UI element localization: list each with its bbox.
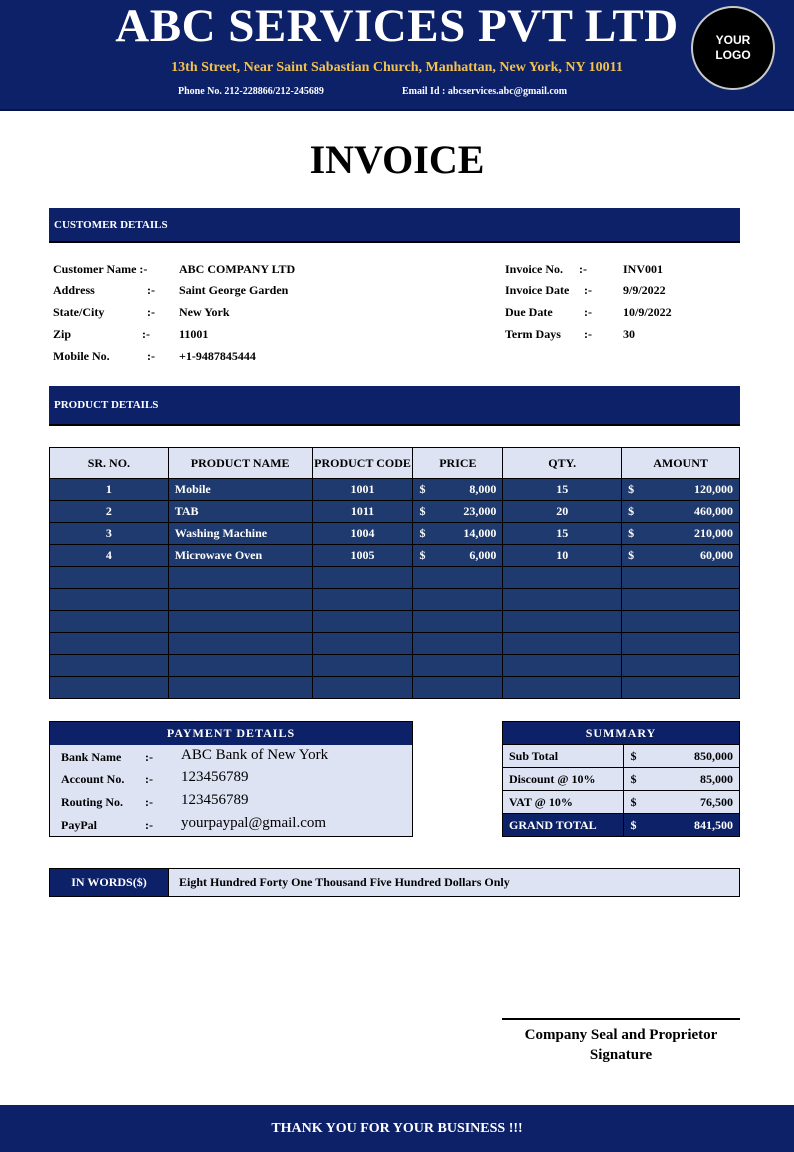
product-table	[49, 447, 740, 699]
cell-product-code: 1005	[312, 545, 413, 567]
empty-table-row	[50, 677, 740, 699]
logo-text-line1: YOUR	[715, 33, 751, 47]
cell-sr-no: 4	[50, 545, 169, 567]
empty-table-row	[50, 633, 740, 655]
grand-total-cell	[624, 814, 740, 837]
cell-product-code: 1004	[312, 523, 413, 545]
discount-value: 85,000	[700, 771, 733, 786]
column-header-product-name: PRODUCT NAME	[168, 448, 312, 479]
cell-qty: 15	[503, 523, 622, 545]
discount-cell	[624, 768, 740, 791]
separator: :-	[145, 750, 153, 764]
sub-total-cell	[624, 745, 740, 768]
summary-row-vat	[503, 791, 740, 814]
empty-table-row	[50, 611, 740, 633]
due-date-value: 10/9/2022	[623, 305, 672, 319]
currency-symbol: $	[628, 482, 635, 496]
logo-text-line2: LOGO	[715, 48, 751, 62]
routing-no-value: 123456789	[181, 792, 249, 808]
customer-address-value: Saint George Garden	[179, 283, 289, 297]
payment-details-header: PAYMENT DETAILS	[50, 722, 412, 745]
term-days-value: 30	[623, 327, 635, 341]
bank-name-value: ABC Bank of New York	[181, 747, 329, 763]
product-table-header-row	[50, 448, 740, 479]
cell-product-name: Microwave Oven	[168, 545, 312, 567]
summary-header: SUMMARY	[503, 722, 740, 745]
currency-symbol: $	[628, 548, 635, 562]
cell-price	[413, 479, 503, 501]
currency-symbol: $	[630, 748, 637, 763]
currency-symbol: $	[628, 504, 635, 518]
separator: :-	[584, 305, 592, 319]
invoice-date-value: 9/9/2022	[623, 283, 666, 297]
separator: :-	[147, 283, 155, 297]
separator: :-	[147, 305, 155, 319]
customer-zip-value: 11001	[179, 327, 209, 341]
cell-price	[413, 501, 503, 523]
cell-price	[413, 523, 503, 545]
invoice-no-label: Invoice No.	[505, 262, 563, 276]
cell-sr-no: 2	[50, 501, 169, 523]
in-words-value: Eight Hundred Forty One Thousand Five Hundred Dollars Only	[169, 869, 739, 896]
currency-symbol: $	[630, 817, 637, 832]
table-row	[50, 501, 740, 523]
empty-table-row	[50, 589, 740, 611]
column-header-product-code: PRODUCT CODE	[312, 448, 413, 479]
customer-zip-label: Zip	[53, 327, 72, 341]
company-phone: Phone No. 212-228866/212-245689	[178, 86, 324, 97]
currency-symbol: $	[419, 482, 426, 496]
cell-qty: 10	[503, 545, 622, 567]
vat-cell	[624, 791, 740, 814]
separator: :-	[145, 772, 153, 786]
customer-name-label: Customer Name :-	[53, 262, 148, 276]
summary-row-grand-total	[503, 814, 740, 837]
price-value: 23,000	[463, 504, 497, 518]
amount-value: 60,000	[700, 548, 733, 562]
column-header-qty: QTY.	[503, 448, 622, 479]
currency-symbol: $	[630, 771, 637, 786]
price-value: 8,000	[469, 482, 497, 496]
grand-total-value: 841,500	[694, 817, 733, 832]
cell-product-name: Washing Machine	[168, 523, 312, 545]
amount-value: 210,000	[694, 526, 733, 540]
company-email: Email Id : abcservices.abc@gmail.com	[402, 86, 568, 97]
separator: :-	[584, 283, 592, 297]
column-header-price: PRICE	[413, 448, 503, 479]
empty-table-row	[50, 655, 740, 677]
company-header	[0, 0, 794, 111]
sub-total-value: 850,000	[694, 748, 733, 763]
cell-price	[413, 545, 503, 567]
sub-total-label: Sub Total	[503, 745, 624, 768]
currency-symbol: $	[419, 548, 426, 562]
vat-value: 76,500	[700, 794, 733, 809]
cell-amount	[622, 545, 740, 567]
cell-product-name: Mobile	[168, 479, 312, 501]
customer-state-value: New York	[179, 305, 230, 319]
summary-row-sub-total	[503, 745, 740, 768]
paypal-value: yourpaypal@gmail.com	[181, 815, 327, 831]
price-value: 6,000	[469, 548, 497, 562]
paypal-label: PayPal	[61, 818, 97, 832]
customer-mobile-value: +1-9487845444	[179, 349, 256, 363]
separator: :-	[579, 262, 587, 276]
company-logo	[691, 6, 775, 90]
company-address: 13th Street, Near Saint Sabastian Church, Manhattan, New York, NY 10011	[171, 60, 623, 75]
currency-symbol: $	[419, 504, 426, 518]
separator: :-	[584, 327, 592, 341]
invoice-date-label: Invoice Date	[505, 283, 570, 297]
thank-you-footer: THANK YOU FOR YOUR BUSINESS !!!	[0, 1105, 794, 1152]
cell-amount	[622, 479, 740, 501]
separator: :-	[142, 327, 150, 341]
cell-product-code: 1001	[312, 479, 413, 501]
discount-label: Discount @ 10%	[503, 768, 624, 791]
cell-amount	[622, 501, 740, 523]
invoice-no-value: INV001	[623, 262, 664, 276]
price-value: 14,000	[463, 526, 497, 540]
company-name: ABC SERVICES PVT LTD	[115, 0, 679, 52]
due-date-label: Due Date	[505, 305, 553, 319]
customer-name-value: ABC COMPANY LTD	[179, 262, 296, 276]
currency-symbol: $	[630, 794, 637, 809]
cell-product-name: TAB	[168, 501, 312, 523]
separator: :-	[145, 795, 153, 809]
signature-caption	[502, 1025, 740, 1065]
cell-sr-no: 1	[50, 479, 169, 501]
table-row	[50, 523, 740, 545]
column-header-amount: AMOUNT	[622, 448, 740, 479]
table-row	[50, 479, 740, 501]
in-words-label: IN WORDS($)	[50, 869, 169, 896]
bank-name-label: Bank Name	[61, 750, 122, 764]
routing-no-label: Routing No.	[61, 795, 124, 809]
term-days-label: Term Days	[505, 327, 561, 341]
customer-details-header: CUSTOMER DETAILS	[49, 208, 740, 243]
currency-symbol: $	[419, 526, 426, 540]
customer-state-label: State/City	[53, 305, 105, 319]
cell-qty: 20	[503, 501, 622, 523]
vat-label: VAT @ 10%	[503, 791, 624, 814]
signature-caption-line2: Signature	[589, 1047, 653, 1063]
customer-address-label: Address	[53, 283, 95, 297]
summary-row-discount	[503, 768, 740, 791]
account-no-value: 123456789	[181, 769, 249, 785]
payment-details-box	[49, 721, 413, 837]
empty-table-row	[50, 567, 740, 589]
signature-caption-line1: Company Seal and Proprietor	[524, 1027, 718, 1043]
customer-mobile-label: Mobile No.	[53, 349, 110, 363]
separator: :-	[145, 818, 153, 832]
separator: :-	[147, 349, 155, 363]
account-no-label: Account No.	[61, 772, 125, 786]
amount-in-words	[49, 868, 740, 897]
signature-line	[502, 1018, 740, 1020]
payment-row-paypal	[50, 815, 412, 841]
column-header-sr-no: SR. NO.	[50, 448, 169, 479]
cell-amount	[622, 523, 740, 545]
currency-symbol: $	[628, 526, 635, 540]
cell-qty: 15	[503, 479, 622, 501]
amount-value: 460,000	[694, 504, 733, 518]
grand-total-label: GRAND TOTAL	[503, 814, 624, 837]
table-row	[50, 545, 740, 567]
cell-sr-no: 3	[50, 523, 169, 545]
summary-table	[502, 721, 740, 837]
product-details-header: PRODUCT DETAILS	[49, 386, 740, 426]
amount-value: 120,000	[694, 482, 733, 496]
invoice-title: INVOICE	[309, 137, 485, 182]
cell-product-code: 1011	[312, 501, 413, 523]
